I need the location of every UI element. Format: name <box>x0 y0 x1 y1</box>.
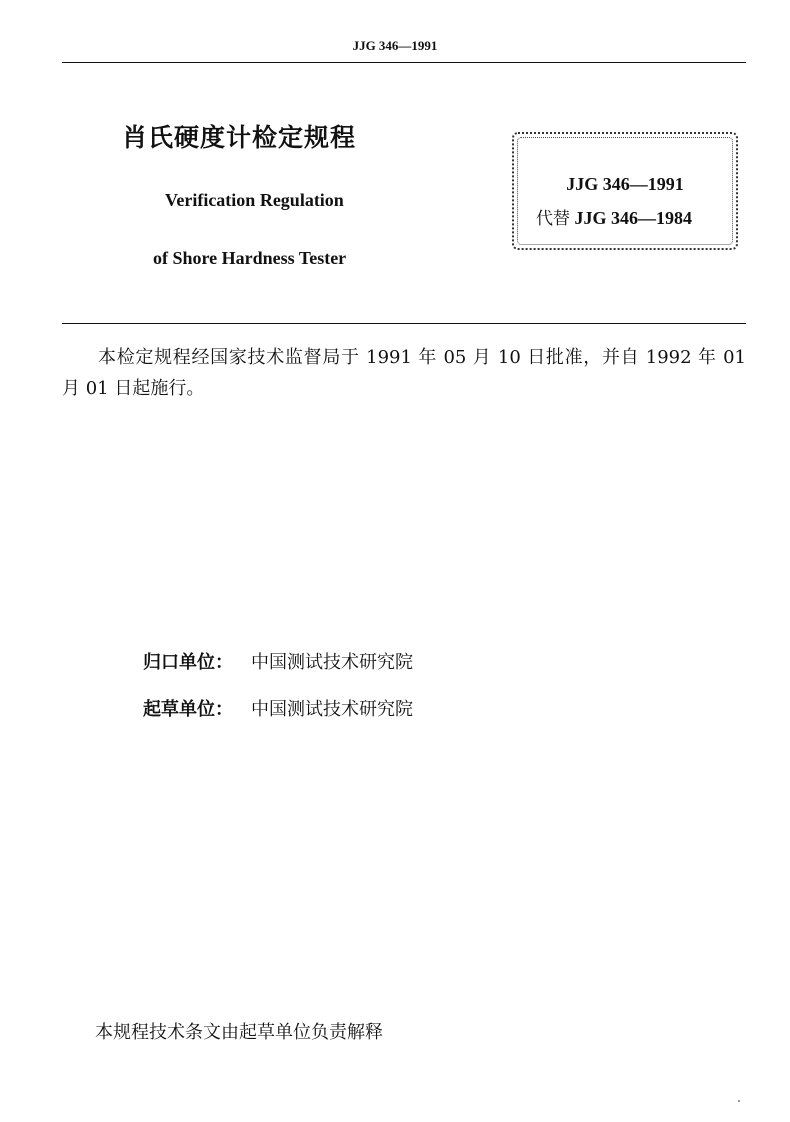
responsible-unit-label: 归口单位： <box>143 652 233 673</box>
replaced-code: JJG 346—1984 <box>574 208 693 228</box>
responsible-unit-value: 中国测试技术研究院 <box>251 652 413 673</box>
section-rule <box>62 323 746 324</box>
replaces-label: 代替 <box>536 209 570 229</box>
approval-statement: 本检定规程经国家技术监督局于 1991 年 05 月 10 日批准，并自 1992 年 01 月 01 日起施行。 <box>62 347 746 399</box>
scan-speck <box>738 1100 740 1102</box>
title-english-line1: Verification Regulation <box>165 190 344 210</box>
drafting-unit-label: 起草单位： <box>143 699 233 720</box>
interpretation-note: 本规程技术条文由起草单位负责解释 <box>95 1022 383 1043</box>
standard-code-box <box>512 132 738 250</box>
title-english-line2: of Shore Hardness Tester <box>153 248 347 268</box>
replaced-standard <box>536 204 692 229</box>
header-rule <box>62 62 746 63</box>
responsible-unit-row <box>143 648 413 674</box>
drafting-unit-row <box>143 695 413 721</box>
drafting-unit-value: 中国测试技术研究院 <box>251 699 413 720</box>
title-chinese: 肖氏硬度计检定规程 <box>122 123 357 152</box>
standard-code: JJG 346—1991 <box>566 174 684 194</box>
running-header: JJG 346—1991 <box>352 38 438 53</box>
